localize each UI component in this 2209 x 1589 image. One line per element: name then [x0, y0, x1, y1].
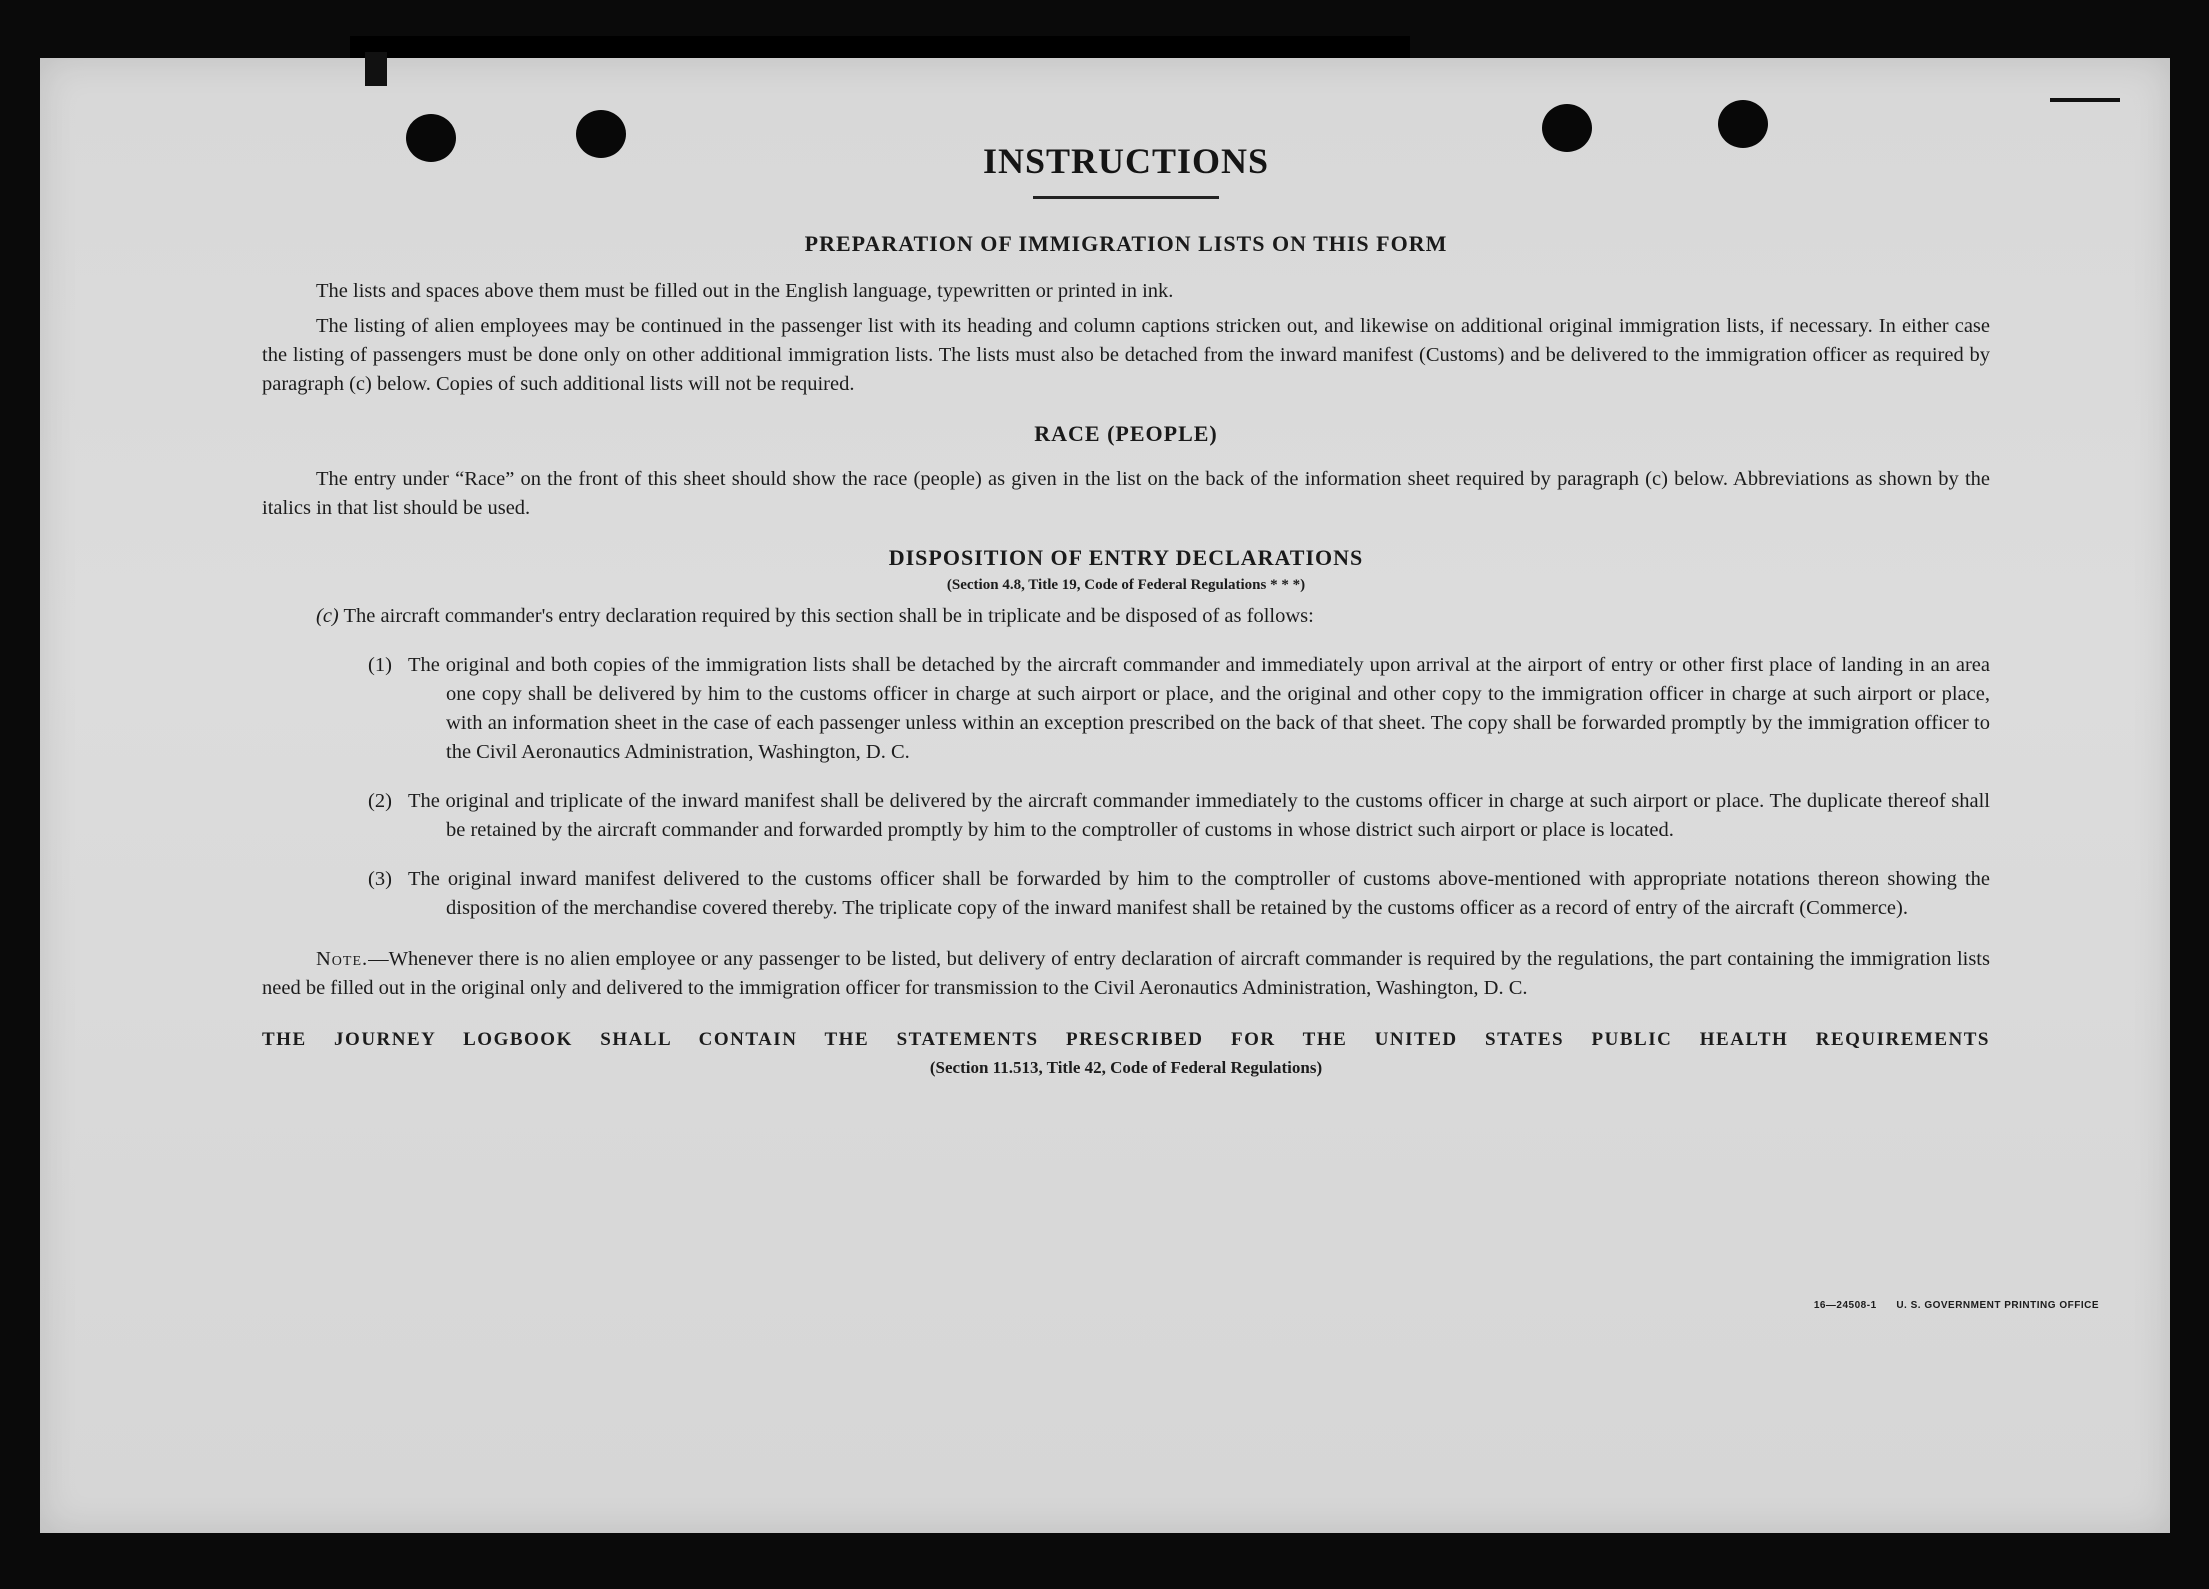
section-heading-immigration-lists: PREPARATION OF IMMIGRATION LISTS ON THIS FORM: [804, 231, 1448, 256]
paragraph-race: The entry under “Race” on the front of this sheet should show the race (people) as given in the list on the back of the information sheet required by paragraph (c) below. Abbreviations as shown by the italics in that list should be used.: [262, 468, 1990, 519]
clause-label: (c): [316, 605, 339, 627]
item-text: The original inward manifest delivered to the customs officer shall be forwarded by him to the comptroller of customs above-mentioned with appropriate notations thereon showing the disposition of the merchandise covered thereby. The triplicate copy of the inward manifest shall be retained by the customs officer as a record of entry of the aircraft (Commerce).: [408, 868, 1990, 919]
note-text: —Whenever there is no alien employee or any passenger to be listed, but delivery of entry declaration of aircraft commander is required by the regulations, the part containing the immigration lists need be filled out in the original only and delivered to the immigration officer for transmission to the Civil Aeronautics Administration, Washington, D. C.: [262, 948, 1990, 999]
paragraph-alien-employees: The listing of alien employees may be continued in the passenger list with its heading and column captions stricken out, and likewise on additional original immigration lists, if necessary. In either case the listing of passengers must be done only on other additional immigration lists. The lists must also be detached from the inward manifest (Customs) and be delivered to the immigration officer as required by paragraph (c) below. Copies of such additional lists will not be required.: [262, 315, 1990, 395]
scan-artifact: [365, 52, 387, 86]
section-heading-disposition: DISPOSITION OF ENTRY DECLARATIONS: [888, 545, 1364, 570]
list-item: [262, 865, 1990, 923]
list-item: [262, 787, 1990, 845]
list-item: [262, 651, 1990, 767]
page-title: INSTRUCTIONS: [982, 141, 1270, 181]
form-number: 16—24508-1: [1813, 1300, 1877, 1311]
scan-edge: [350, 36, 1410, 60]
section-heading-race: RACE (PEOPLE): [1034, 421, 1218, 446]
health-statement: THE JOURNEY LOGBOOK SHALL CONTAIN THE STATEMENTS PRESCRIBED FOR THE UNITED STATES PUBLIC HEALTH REQUIREMENTS: [262, 1029, 1990, 1050]
item-number: (1): [368, 654, 392, 676]
item-number: (2): [368, 790, 392, 812]
printer-name: U. S. GOVERNMENT PRINTING OFFICE: [1896, 1300, 2099, 1311]
note-label: Note.: [316, 948, 369, 970]
item-text: The original and triplicate of the inward manifest shall be delivered by the aircraft commander immediately to the customs officer in charge at such airport or place. The duplicate thereof shall be retained by the aircraft commander and forwarded promptly by him to the comptroller of customs in whose district such airport or place is located.: [408, 790, 1990, 841]
note-paragraph: [262, 945, 1990, 1003]
title-underline: [1033, 196, 1219, 199]
item-text: The original and both copies of the immigration lists shall be detached by the aircraft commander and immediately upon arrival at the airport of entry or other first place of landing in an area one copy shall be delivered by him to the customs officer in charge at such airport or place, and the original and other copy to the immigration officer in charge at such airport or place, with an information sheet in the case of each passenger unless within an exception prescribed on the back of that sheet. The copy shall be forwarded promptly by the immigration officer to the Civil Aeronautics Administration, Washington, D. C.: [408, 654, 1990, 763]
scan-artifact: [2050, 98, 2120, 102]
health-citation: (Section 11.513, Title 42, Code of Federal Regulations): [929, 1058, 1323, 1077]
clause-text: The aircraft commander's entry declaration required by this section shall be in triplicate and be disposed of as follows:: [343, 605, 1314, 627]
print-footer: [1814, 1300, 2099, 1311]
paragraph-language: The lists and spaces above them must be filled out in the English language, typewritten or printed in ink.: [316, 280, 1174, 302]
section-citation: (Section 4.8, Title 19, Code of Federal Regulations * * *): [946, 577, 1306, 593]
instructions-body: [262, 140, 1990, 1078]
item-number: (3): [368, 868, 392, 890]
clause-c: [262, 602, 1990, 631]
